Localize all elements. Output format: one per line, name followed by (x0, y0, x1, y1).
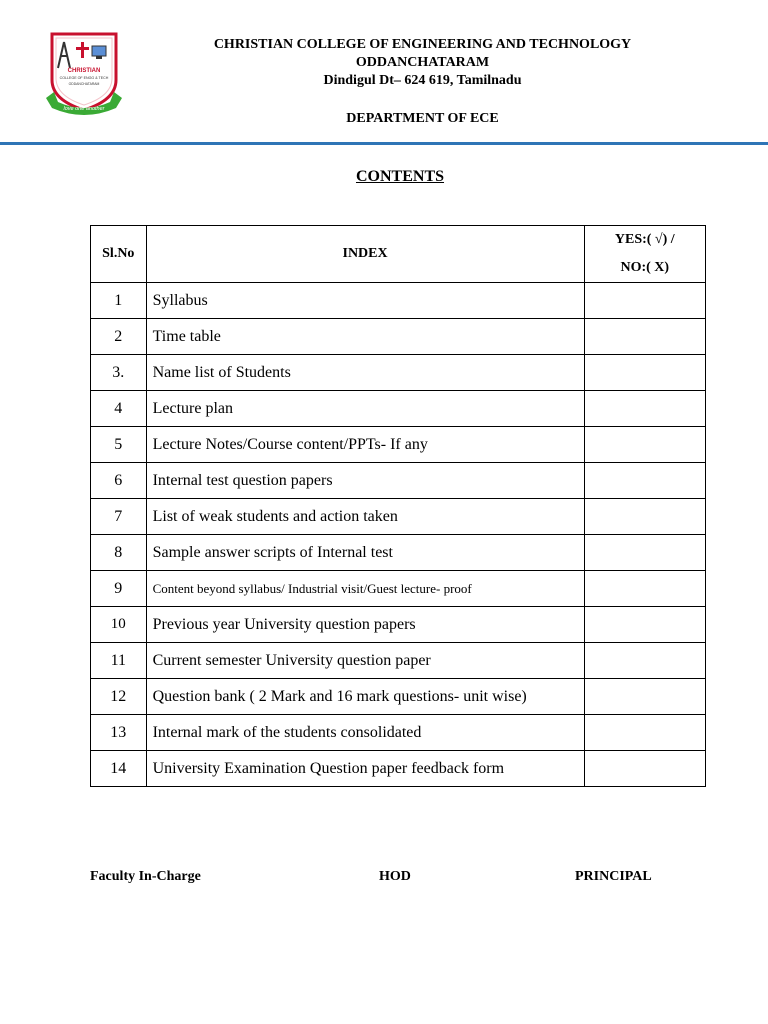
row-check-cell (584, 463, 705, 499)
table-row (91, 751, 706, 787)
row-item: Current semester University question paper (146, 643, 584, 679)
row-item: Question bank ( 2 Mark and 16 mark questions- unit wise) (146, 679, 584, 715)
table-header-row (91, 226, 706, 283)
row-check-cell (584, 391, 705, 427)
row-number: 2 (91, 319, 147, 355)
table-row (91, 319, 706, 355)
row-number: 13 (91, 715, 147, 751)
logo-text-top: CHRISTIAN (67, 68, 101, 74)
header-index: INDEX (146, 226, 584, 283)
table-row (91, 715, 706, 751)
department-name: DEPARTMENT OF ECE (346, 111, 499, 126)
row-number: 1 (91, 283, 147, 319)
row-check-cell (584, 427, 705, 463)
row-item: Internal test question papers (146, 463, 584, 499)
row-number: 5 (91, 427, 147, 463)
table-row (91, 535, 706, 571)
logo-ribbon-text: love one another (63, 106, 105, 112)
row-check-cell (584, 607, 705, 643)
page-title: CONTENTS (355, 168, 445, 185)
college-place: ODDANCHATARAM (355, 55, 490, 70)
row-item: Lecture Notes/Course content/PPTs- If any (146, 427, 584, 463)
row-item: Syllabus (146, 283, 584, 319)
row-check-cell (584, 535, 705, 571)
row-check-cell (584, 679, 705, 715)
logo-text-bottom: ODDANCHATARAM (68, 82, 100, 86)
row-number: 11 (91, 643, 147, 679)
row-check-cell (584, 499, 705, 535)
table-row (91, 427, 706, 463)
principal-signature-label: PRINCIPAL (575, 869, 652, 884)
table-row (91, 283, 706, 319)
row-number: 8 (91, 535, 147, 571)
table-row (91, 463, 706, 499)
table-row (91, 499, 706, 535)
row-number: 4 (91, 391, 147, 427)
logo-text-mid: COLLEGE OF ENGG & TECH (59, 76, 109, 80)
row-check-cell (584, 643, 705, 679)
header-slno: Sl.No (91, 226, 147, 283)
table-row (91, 607, 706, 643)
table-row (91, 571, 706, 607)
table-row (91, 679, 706, 715)
row-check-cell (584, 283, 705, 319)
row-item: Internal mark of the students consolidated (146, 715, 584, 751)
header-yes-no (584, 226, 705, 283)
college-address: Dindigul Dt– 624 619, Tamilnadu (323, 73, 522, 88)
row-number: 12 (91, 679, 147, 715)
row-item: Sample answer scripts of Internal test (146, 535, 584, 571)
header-divider (0, 142, 768, 145)
row-check-cell (584, 355, 705, 391)
row-item: Lecture plan (146, 391, 584, 427)
table-row (91, 643, 706, 679)
row-check-cell (584, 715, 705, 751)
row-item: Content beyond syllabus/ Industrial visit/Guest lecture- proof (146, 571, 584, 607)
college-name: CHRISTIAN COLLEGE OF ENGINEERING AND TECHNOLOGY (213, 37, 632, 52)
row-number: 9 (91, 571, 147, 607)
row-item: University Examination Question paper feedback form (146, 751, 584, 787)
row-check-cell (584, 319, 705, 355)
row-check-cell (584, 571, 705, 607)
college-crest-icon (44, 28, 124, 118)
row-number: 10 (91, 607, 147, 643)
row-item: List of weak students and action taken (146, 499, 584, 535)
row-item: Previous year University question papers (146, 607, 584, 643)
table-row (91, 355, 706, 391)
row-number: 14 (91, 751, 147, 787)
hod-signature-label: HOD (379, 869, 411, 884)
header-yes: YES:( √) / (614, 232, 675, 247)
row-number: 7 (91, 499, 147, 535)
row-check-cell (584, 751, 705, 787)
faculty-signature-label: Faculty In-Charge (90, 869, 201, 884)
contents-table (90, 225, 706, 787)
row-number: 6 (91, 463, 147, 499)
row-item: Name list of Students (146, 355, 584, 391)
header-no: NO:( X) (620, 260, 670, 275)
table-row (91, 391, 706, 427)
row-item: Time table (146, 319, 584, 355)
row-number: 3. (91, 355, 147, 391)
